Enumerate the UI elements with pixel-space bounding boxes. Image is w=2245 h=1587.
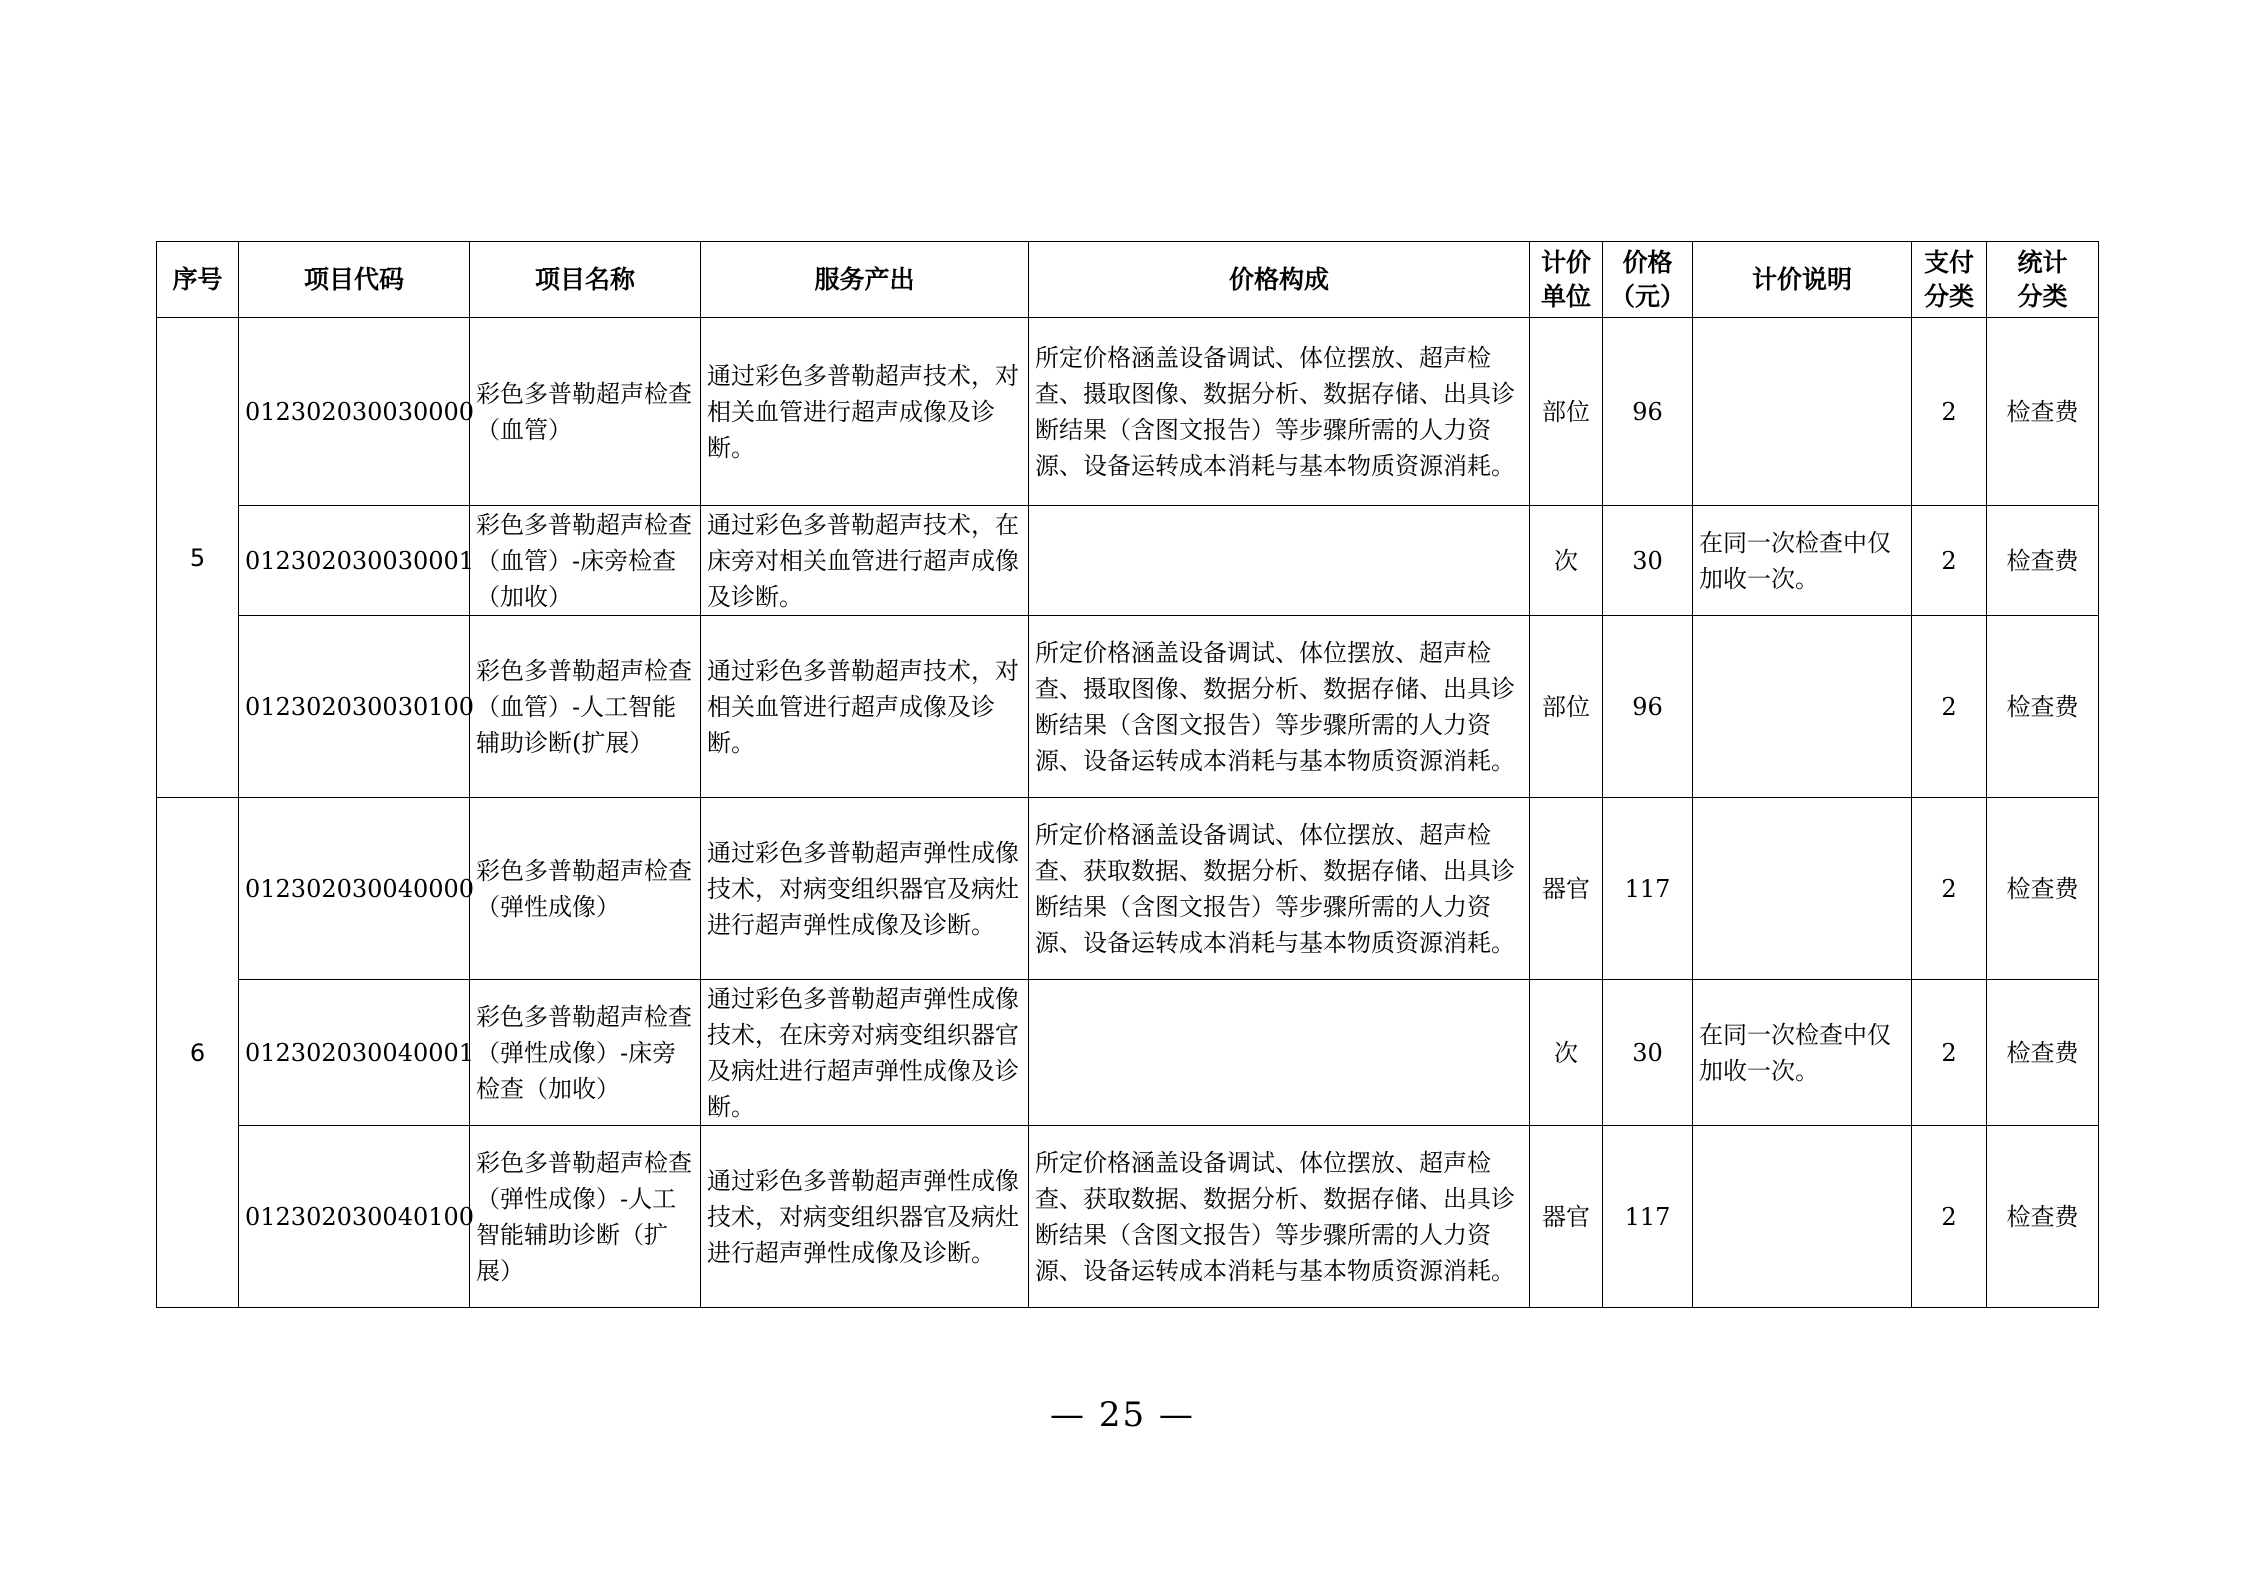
header-name: 项目名称 xyxy=(470,242,701,318)
item-composition xyxy=(1029,506,1530,616)
item-name: 彩色多普勒超声检查（弹性成像） xyxy=(470,798,701,980)
item-code: 012302030030000 xyxy=(239,318,470,506)
header-note: 计价说明 xyxy=(1693,242,1912,318)
item-name: 彩色多普勒超声检查（血管） xyxy=(470,318,701,506)
item-name: 彩色多普勒超声检查（弹性成像）-人工智能辅助诊断（扩展） xyxy=(470,1126,701,1308)
item-pay: 2 xyxy=(1912,318,1987,506)
pricing-table xyxy=(156,241,2099,1308)
item-output: 通过彩色多普勒超声技术，对相关血管进行超声成像及诊断。 xyxy=(701,616,1029,798)
item-code: 012302030030001 xyxy=(239,506,470,616)
header-price-line2: （元） xyxy=(1609,281,1685,311)
item-stat: 检查费 xyxy=(1987,798,2099,980)
item-pay: 2 xyxy=(1912,1126,1987,1308)
header-seq: 序号 xyxy=(157,242,239,318)
item-code: 012302030040001 xyxy=(239,980,470,1126)
header-row xyxy=(157,242,2099,318)
item-price: 117 xyxy=(1603,1126,1693,1308)
item-note xyxy=(1693,798,1912,980)
item-price: 96 xyxy=(1603,318,1693,506)
header-stat-line1: 统计 xyxy=(2017,247,2068,277)
table-row xyxy=(157,1126,2099,1308)
item-code: 012302030040100 xyxy=(239,1126,470,1308)
table-row xyxy=(157,980,2099,1126)
item-output: 通过彩色多普勒超声弹性成像技术，在床旁对病变组织器官及病灶进行超声弹性成像及诊断。 xyxy=(701,980,1029,1126)
item-code: 012302030030100 xyxy=(239,616,470,798)
item-pay: 2 xyxy=(1912,506,1987,616)
item-composition: 所定价格涵盖设备调试、体位摆放、超声检查、获取数据、数据分析、数据存储、出具诊断结果（含图文报告）等步骤所需的人力资源、设备运转成本消耗与基本物质资源消耗。 xyxy=(1029,1126,1530,1308)
table-row xyxy=(157,798,2099,980)
item-output: 通过彩色多普勒超声弹性成像技术，对病变组织器官及病灶进行超声弹性成像及诊断。 xyxy=(701,1126,1029,1308)
item-price: 96 xyxy=(1603,616,1693,798)
item-stat: 检查费 xyxy=(1987,980,2099,1126)
header-unit xyxy=(1530,242,1603,318)
item-composition: 所定价格涵盖设备调试、体位摆放、超声检查、摄取图像、数据分析、数据存储、出具诊断结果（含图文报告）等步骤所需的人力资源、设备运转成本消耗与基本物质资源消耗。 xyxy=(1029,616,1530,798)
item-price: 117 xyxy=(1603,798,1693,980)
item-unit: 次 xyxy=(1530,980,1603,1126)
item-price: 30 xyxy=(1603,980,1693,1126)
header-pay-line2: 分类 xyxy=(1923,281,1974,311)
header-price xyxy=(1603,242,1693,318)
item-note xyxy=(1693,318,1912,506)
header-code: 项目代码 xyxy=(239,242,470,318)
item-unit: 器官 xyxy=(1530,1126,1603,1308)
item-name: 彩色多普勒超声检查（血管）-床旁检查（加收） xyxy=(470,506,701,616)
item-composition: 所定价格涵盖设备调试、体位摆放、超声检查、获取数据、数据分析、数据存储、出具诊断结果（含图文报告）等步骤所需的人力资源、设备运转成本消耗与基本物质资源消耗。 xyxy=(1029,798,1530,980)
item-composition xyxy=(1029,980,1530,1126)
table-row xyxy=(157,506,2099,616)
item-composition: 所定价格涵盖设备调试、体位摆放、超声检查、摄取图像、数据分析、数据存储、出具诊断结果（含图文报告）等步骤所需的人力资源、设备运转成本消耗与基本物质资源消耗。 xyxy=(1029,318,1530,506)
item-unit: 部位 xyxy=(1530,616,1603,798)
item-pay: 2 xyxy=(1912,616,1987,798)
header-stat xyxy=(1987,242,2099,318)
item-pay: 2 xyxy=(1912,980,1987,1126)
item-note: 在同一次检查中仅加收一次。 xyxy=(1693,506,1912,616)
item-stat: 检查费 xyxy=(1987,506,2099,616)
item-pay: 2 xyxy=(1912,798,1987,980)
page-number: — 25 — xyxy=(1050,1395,1195,1435)
item-stat: 检查费 xyxy=(1987,1126,2099,1308)
item-note xyxy=(1693,1126,1912,1308)
header-price-line1: 价格 xyxy=(1622,247,1673,277)
item-unit: 次 xyxy=(1530,506,1603,616)
item-stat: 检查费 xyxy=(1987,318,2099,506)
header-pay-line1: 支付 xyxy=(1923,247,1974,277)
item-unit: 器官 xyxy=(1530,798,1603,980)
item-name: 彩色多普勒超声检查（弹性成像）-床旁检查（加收） xyxy=(470,980,701,1126)
header-unit-line2: 单位 xyxy=(1540,281,1591,311)
header-stat-line2: 分类 xyxy=(2017,281,2068,311)
item-stat: 检查费 xyxy=(1987,616,2099,798)
header-composition: 价格构成 xyxy=(1029,242,1530,318)
group-seq-5: 5 xyxy=(157,318,239,798)
header-output: 服务产出 xyxy=(701,242,1029,318)
item-output: 通过彩色多普勒超声技术，对相关血管进行超声成像及诊断。 xyxy=(701,318,1029,506)
item-code: 012302030040000 xyxy=(239,798,470,980)
item-note: 在同一次检查中仅加收一次。 xyxy=(1693,980,1912,1126)
group-seq-6: 6 xyxy=(157,798,239,1308)
item-output: 通过彩色多普勒超声技术，在床旁对相关血管进行超声成像及诊断。 xyxy=(701,506,1029,616)
header-unit-line1: 计价 xyxy=(1540,247,1591,277)
item-name: 彩色多普勒超声检查（血管）-人工智能辅助诊断(扩展） xyxy=(470,616,701,798)
table-row xyxy=(157,318,2099,506)
item-unit: 部位 xyxy=(1530,318,1603,506)
item-price: 30 xyxy=(1603,506,1693,616)
item-note xyxy=(1693,616,1912,798)
item-output: 通过彩色多普勒超声弹性成像技术，对病变组织器官及病灶进行超声弹性成像及诊断。 xyxy=(701,798,1029,980)
table-row xyxy=(157,616,2099,798)
header-pay xyxy=(1912,242,1987,318)
